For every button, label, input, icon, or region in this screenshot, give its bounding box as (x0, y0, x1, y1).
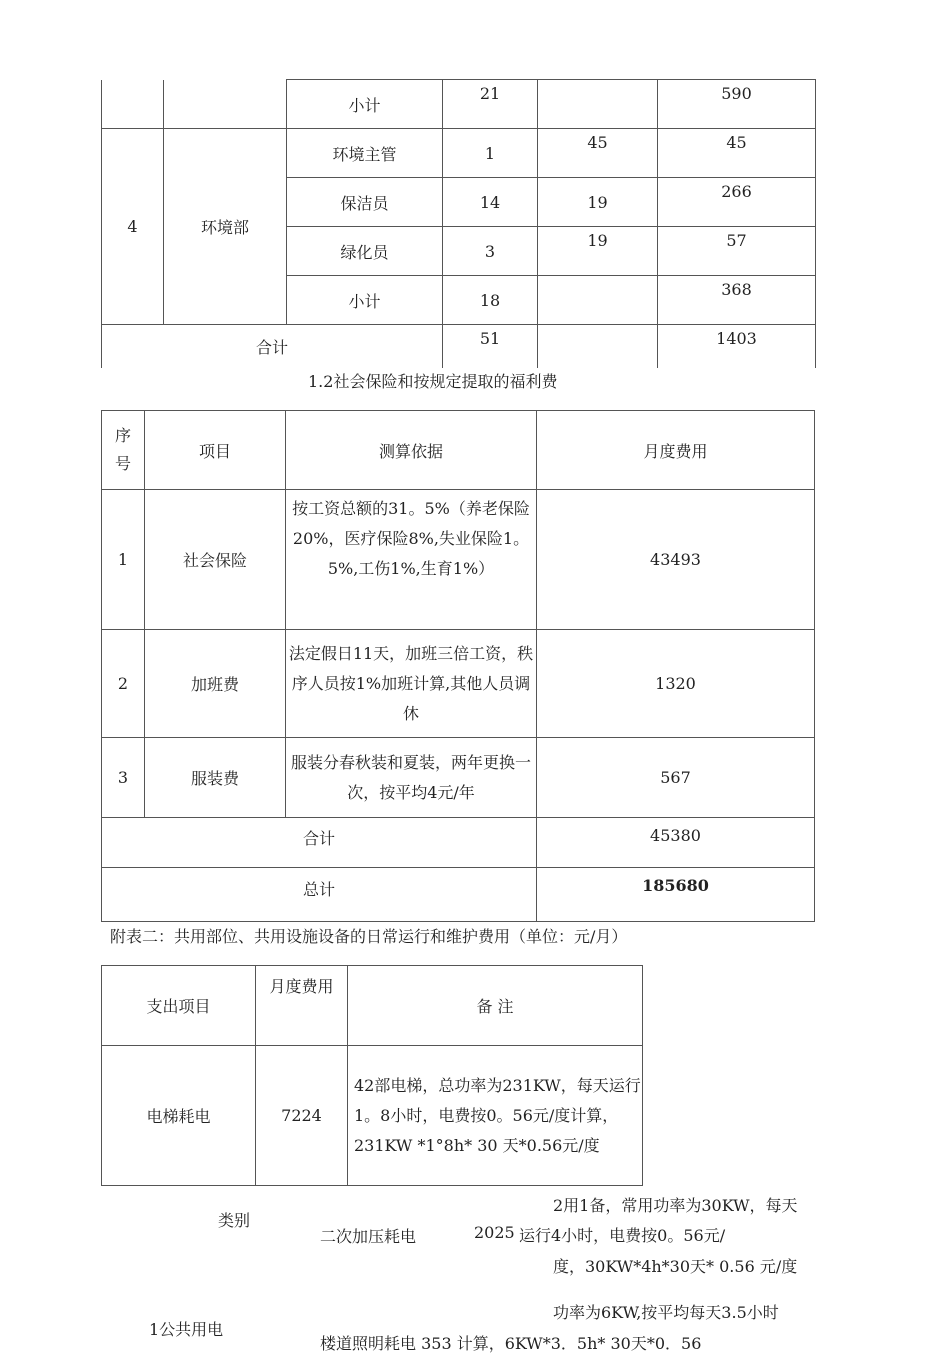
salary-cell (538, 276, 658, 325)
stair-line: 楼道照明耗电 353 计算，6KW*3．5h* 30天*0．56 (320, 1334, 702, 1353)
row-no: 2 (102, 630, 145, 738)
no-cell (102, 80, 164, 129)
dept-no-cell: 4 (102, 129, 164, 325)
pump-note-line-3: 度，30KW*4h*30天* 0.56 元/度 (553, 1257, 798, 1276)
row-basis: 按工资总额的31。5%（养老保险20%，医疗保险8%,失业保险1。5%,工伤1%,生育1%） (286, 490, 537, 630)
row-basis: 法定假日11天，加班三倍工资，秩序人员按1%加班计算,其他人员调休 (286, 630, 537, 738)
row-note: 42部电梯，总功率为231KW，每天运行1。8小时，电费按0。56元/度计算， 231KW *1°8h* 30 天*0.56元/度 (348, 1046, 643, 1186)
header-monthly: 月度费用 (256, 966, 348, 1046)
subtotal-label: 合计 (102, 818, 537, 868)
row-item: 电梯耗电 (102, 1046, 256, 1186)
post-cell: 绿化员 (287, 227, 443, 276)
row-no: 1 (102, 490, 145, 630)
post-cell: 保洁员 (287, 178, 443, 227)
pump-item: 二次加压耗电 (320, 1227, 417, 1246)
row-item: 服装费 (145, 738, 286, 818)
pump-note-line-1: 2用1备，常用功率为30KW，每天 (553, 1196, 798, 1215)
monthly-cell: 266 (658, 178, 816, 227)
salary-cell: 19 (538, 178, 658, 227)
row-monthly: 7224 (256, 1046, 348, 1186)
monthly-cell: 368 (658, 276, 816, 325)
row-monthly: 1320 (537, 630, 815, 738)
header-monthly: 月度费用 (537, 411, 815, 490)
appendix-title: 附表二：共用部位、共用设施设备的日常运行和维护费用（单位：元/月） (110, 927, 628, 946)
total-label-cell: 合计 (102, 325, 443, 368)
dept-name-cell: 环境部 (164, 129, 287, 325)
monthly-cell: 57 (658, 227, 816, 276)
row-monthly: 43493 (537, 490, 815, 630)
category-label: 类别 (218, 1211, 251, 1230)
header-note: 备 注 (348, 966, 643, 1046)
section-title: 1.2社会保险和按规定提取的福利费 (308, 372, 558, 391)
staff-table (101, 79, 816, 368)
dept-cell (164, 80, 287, 129)
header-item: 项目 (145, 411, 286, 490)
appendix-table (101, 965, 643, 1186)
post-cell: 环境主管 (287, 129, 443, 178)
row-item: 加班费 (145, 630, 286, 738)
row-no: 3 (102, 738, 145, 818)
row-basis: 服装分春秋装和夏装，两年更换一次，按平均4元/年 (286, 738, 537, 818)
welfare-table (101, 410, 815, 922)
post-cell: 小计 (287, 276, 443, 325)
total-salary-cell (538, 325, 658, 368)
count-cell: 3 (443, 227, 538, 276)
row-monthly: 567 (537, 738, 815, 818)
header-no: 序号 (102, 411, 145, 490)
public-power-label: 1公共用电 (149, 1320, 224, 1339)
total-count-cell: 51 (443, 325, 538, 368)
header-item: 支出项目 (102, 966, 256, 1046)
total-monthly-cell: 1403 (658, 325, 816, 368)
total-label: 总计 (102, 868, 537, 922)
salary-cell (538, 80, 658, 129)
salary-cell: 19 (538, 227, 658, 276)
count-cell: 1 (443, 129, 538, 178)
count-cell: 18 (443, 276, 538, 325)
pump-note-line-2: 运行4小时，电费按0。56元/ (519, 1226, 726, 1245)
total-value: 185680 (537, 868, 815, 922)
post-cell: 小计 (287, 80, 443, 129)
subtotal-value: 45380 (537, 818, 815, 868)
stair-note-line-1: 功率为6KW,按平均每天3.5小时 (553, 1303, 779, 1322)
header-basis: 测算依据 (286, 411, 537, 490)
count-cell: 21 (443, 80, 538, 129)
salary-cell: 45 (538, 129, 658, 178)
monthly-cell: 45 (658, 129, 816, 178)
row-item: 社会保险 (145, 490, 286, 630)
pump-monthly: 2025 (474, 1223, 515, 1242)
monthly-cell: 590 (658, 80, 816, 129)
count-cell: 14 (443, 178, 538, 227)
